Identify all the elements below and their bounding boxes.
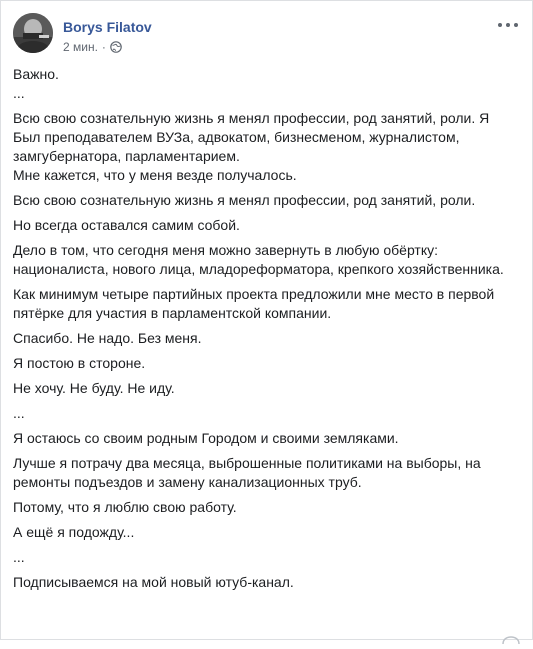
post-paragraph bbox=[13, 65, 518, 103]
paragraph-line: Лучше я потрачу два месяца, выброшенные политиками на выборы, на ремонты подъездов и замену канализационных труб. bbox=[13, 455, 481, 490]
post-text bbox=[13, 65, 518, 592]
author-name[interactable]: Borys Filatov bbox=[63, 19, 152, 35]
post-paragraph bbox=[13, 109, 518, 185]
paragraph-line: Я остаюсь со своим родным Городом и своими земляками. bbox=[13, 430, 399, 446]
paragraph-line: Важно. bbox=[13, 66, 59, 82]
author-avatar[interactable] bbox=[13, 13, 53, 53]
paragraph-line: Всю свою сознательную жизнь я менял профессии, род занятий, роли. bbox=[13, 192, 476, 208]
post-paragraph bbox=[13, 379, 518, 398]
more-horizontal-icon[interactable] bbox=[498, 17, 518, 33]
post-paragraph bbox=[13, 191, 518, 210]
paragraph-line: Не хочу. Не буду. Не иду. bbox=[13, 380, 175, 396]
post-paragraph bbox=[13, 404, 518, 423]
paragraph-line: ... bbox=[13, 405, 25, 421]
post-paragraph bbox=[13, 285, 518, 323]
paragraph-line: А ещё я подожду... bbox=[13, 524, 135, 540]
paragraph-line: ... bbox=[13, 549, 25, 565]
paragraph-line: Всю свою сознательную жизнь я менял профессии, род занятий, роли. Я Был преподавателем ВУЗа, адвокатом, бизнесменом, журналистом, замгубернатора, парламентарием. bbox=[13, 110, 490, 164]
post-paragraph bbox=[13, 523, 518, 542]
reactions-edge bbox=[502, 631, 520, 639]
post-paragraph bbox=[13, 429, 518, 448]
post-paragraph bbox=[13, 329, 518, 348]
paragraph-line: Но всегда оставался самим собой. bbox=[13, 217, 240, 233]
post-paragraph bbox=[13, 454, 518, 492]
paragraph-line: Мне кажется, что у меня везде получалось. bbox=[13, 167, 297, 183]
paragraph-line: Подписываемся на мой новый ютуб-канал. bbox=[13, 574, 294, 590]
post-timestamp[interactable]: 2 мин. bbox=[63, 40, 98, 54]
paragraph-line: Я постою в стороне. bbox=[13, 355, 146, 371]
post-header bbox=[13, 11, 522, 59]
globe-icon[interactable] bbox=[110, 41, 122, 53]
post-paragraph bbox=[13, 354, 518, 373]
paragraph-line: Спасибо. Не надо. Без меня. bbox=[13, 330, 202, 346]
post-paragraph bbox=[13, 498, 518, 517]
paragraph-line: ... bbox=[13, 85, 25, 101]
post-paragraph bbox=[13, 548, 518, 567]
paragraph-line: Как минимум четыре партийных проекта предложили мне место в первой пятёрке для участия в парламентской компании. bbox=[13, 286, 495, 321]
post-paragraph bbox=[13, 216, 518, 235]
meta-separator: · bbox=[101, 40, 106, 54]
post-meta bbox=[63, 39, 122, 55]
paragraph-line: Дело в том, что сегодня меня можно завернуть в любую обёртку: националиста, нового лица, младореформатора, крепкого хозяйственника. bbox=[13, 242, 504, 277]
post-paragraph bbox=[13, 241, 518, 279]
post-paragraph bbox=[13, 573, 518, 592]
paragraph-line: Потому, что я люблю свою работу. bbox=[13, 499, 237, 515]
